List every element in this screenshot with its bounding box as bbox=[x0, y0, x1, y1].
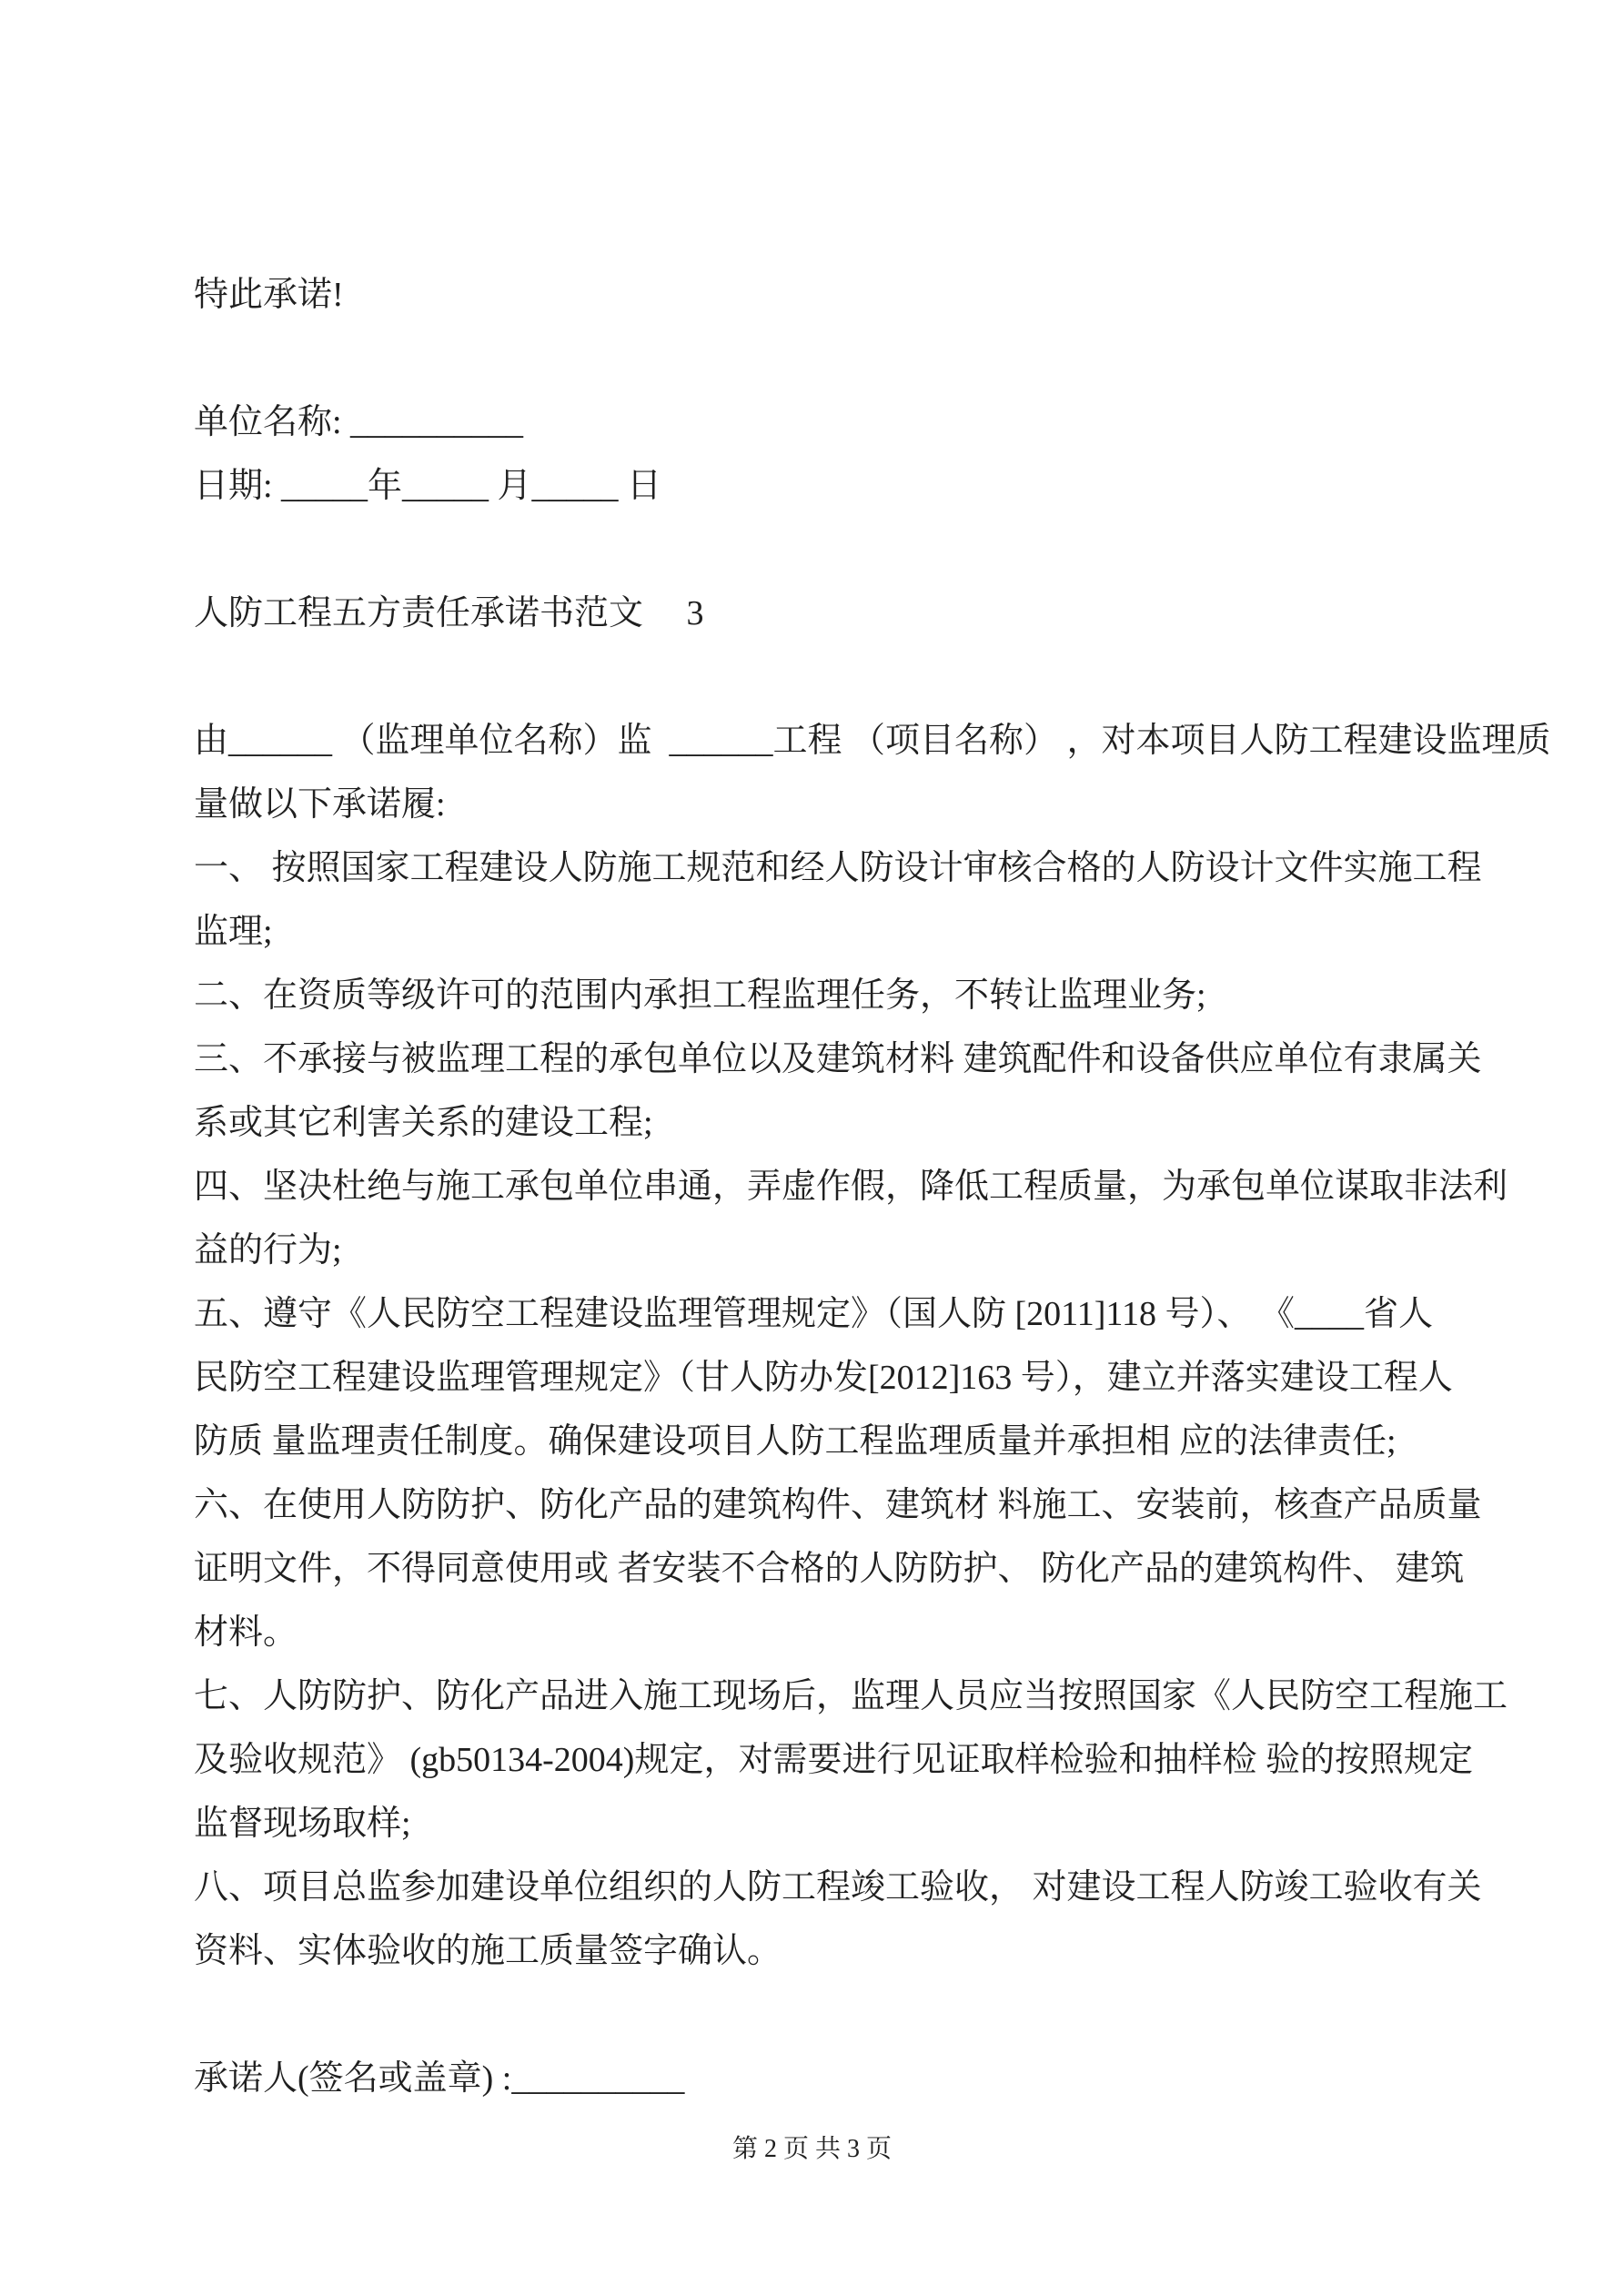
body-line-item4-a: 四、坚决杜绝与施工承包单位串通，弄虚作假，降低工程质量，为承包单位谋取非法利 bbox=[194, 1168, 1508, 1206]
body-line-item8-b: 资料、实体验收的施工质量签字确认。 bbox=[194, 1932, 782, 1970]
body-line-item6-b: 证明文件，不得同意使用或 者安装不合格的人防防护、 防化产品的建筑构件、 建筑 bbox=[194, 1550, 1465, 1588]
body-line-item7-b: 及验收规范》 (gb50134-2004)规定，对需要进行见证取样检验和抽样检 验的按照规定 bbox=[194, 1741, 1473, 1779]
body-line-item6-a: 六、在使用人防防护、防化产品的建筑构件、建筑材 料施工、安装前，核查产品质量 bbox=[194, 1486, 1482, 1524]
body-line-item5-c: 防质 量监理责任制度。确保建设项目人防工程监理质量并承担相 应的法律责任; bbox=[194, 1422, 1397, 1461]
body-line-item1-a: 一、 按照国家工程建设人防施工规范和经人防设计审核合格的人防设计文件实施工程 bbox=[194, 849, 1482, 887]
body-line-item6-c: 材料。 bbox=[194, 1613, 298, 1652]
document-text-block bbox=[194, 263, 1551, 2110]
body-line-item5-b: 民防空工程建设监理管理规定》（甘人防办发[2012]163 号），建立并落实建设工程人 bbox=[194, 1359, 1453, 1397]
blank-line bbox=[194, 518, 1540, 582]
blank-line bbox=[194, 327, 1540, 390]
date-line: 日期: _____年_____ 月_____ 日 bbox=[194, 467, 662, 505]
body-line-item5-a: 五、遵守《人民防空工程建设监理管理规定》（国人防 [2011]118 号）、 《____省人 bbox=[194, 1295, 1433, 1333]
body-line-item2: 二、在资质等级许可的范围内承担工程监理任务，不转让监理业务; bbox=[194, 976, 1206, 1015]
body-line-item3-a: 三、不承接与被监理工程的承包单位以及建筑材料 建筑配件和设备供应单位有隶属关 bbox=[194, 1040, 1482, 1078]
section-title: 人防工程五方责任承诺书范文 3 bbox=[194, 594, 704, 632]
closing-line: 特此承诺! bbox=[194, 276, 344, 314]
body-line-item7-a: 七、人防防护、防化产品进入施工现场后，监理人员应当按照国家《人民防空工程施工 bbox=[194, 1677, 1508, 1715]
body-line-item7-c: 监督现场取样; bbox=[194, 1805, 411, 1843]
body-line-item1-b: 监理; bbox=[194, 913, 273, 951]
signature-line: 承诺人(签名或盖章) :__________ bbox=[194, 2059, 685, 2098]
blank-line bbox=[194, 1983, 1540, 2047]
body-line-item8-a: 八、项目总监参加建设单位组织的人防工程竣工验收， 对建设工程人防竣工验收有关 bbox=[194, 1868, 1482, 1907]
body-line-intro-1: 由______ （监理单位名称）监 ______工程 （项目名称） ，对本项目人防工程建设监理质 bbox=[194, 722, 1551, 760]
body-line-item4-b: 益的行为; bbox=[194, 1231, 342, 1269]
blank-line bbox=[194, 645, 1540, 709]
body-line-item3-b: 系或其它利害关系的建设工程; bbox=[194, 1104, 653, 1142]
page-footer: 第 2 页 共 3 页 bbox=[731, 2135, 892, 2163]
body-line-intro-2: 量做以下承诺履: bbox=[194, 785, 446, 824]
unit-name-line: 单位名称: __________ bbox=[194, 403, 524, 441]
